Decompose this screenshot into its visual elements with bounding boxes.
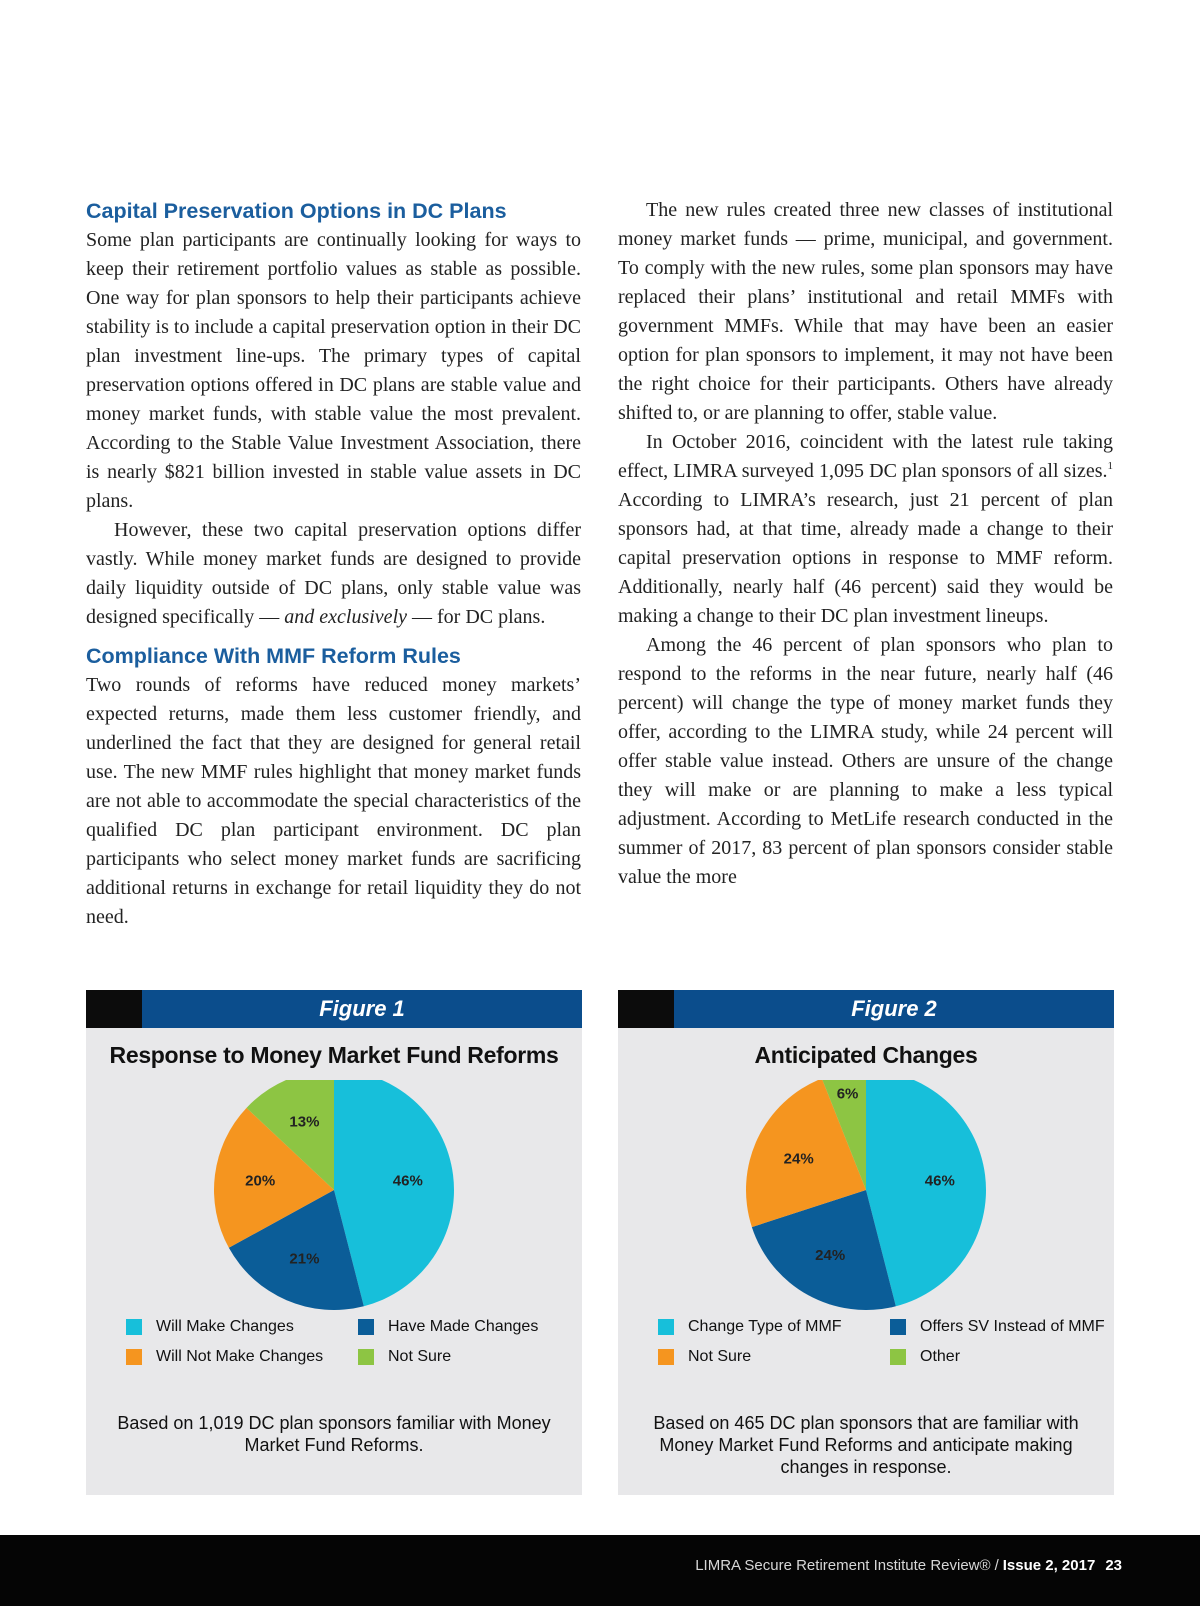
legend-swatch [658,1349,674,1365]
legend-swatch [890,1349,906,1365]
issue-label: Issue 2, 2017 [1002,1557,1096,1574]
paragraph: The new rules created three new classes of institutional money market funds — prime, municipal, and government. To comply with the new rules, some plan sponsors may have replaced their plans’ institutional and retail MMFs with government MMFs. While that may have been an easier option for plan sponsors to implement, it may not have been the right choice for their participants. Others have already shifted to, or are planning to offer, stable value. [618,199,1113,424]
emphasis-text: and exclusively [284,606,407,628]
figure-2 [618,990,1114,1495]
pie-data-label: 46% [924,1172,955,1190]
page-number: 23 [1105,1557,1122,1574]
legend-swatch [358,1349,374,1365]
chart-title: Response to Money Market Fund Reforms [109,1042,559,1068]
paragraph [86,516,581,632]
right-column [618,196,1113,892]
pie-data-label: 46% [392,1172,423,1190]
pie-chart [618,1080,1114,1310]
left-column [86,196,581,932]
pie-data-label: 24% [815,1247,846,1265]
legend-swatch [126,1349,142,1365]
legend-label: Not Sure [388,1348,452,1365]
chart-title: Anticipated Changes [754,1042,978,1068]
legend-label: Have Made Changes [388,1318,539,1335]
pie-data-label: 24% [783,1150,814,1168]
chart-legend [658,1317,1105,1381]
legend-label: Offers SV Instead of MMF [920,1318,1105,1335]
pie-data-label: 13% [289,1113,320,1131]
figure-header [618,990,1114,1028]
figure-header-block [86,990,142,1028]
figure-1 [86,990,582,1495]
legend-label: Will Make Changes [156,1318,294,1335]
page-footer [0,1535,1200,1606]
figure-header [86,990,582,1028]
figure-label: Figure 1 [142,990,582,1028]
figure-note: Based on 465 DC plan sponsors that are familiar with Money Market Fund Reforms and anticipate making changes in response. [653,1413,1079,1477]
figure-header-block [618,990,674,1028]
legend-label: Will Not Make Changes [156,1348,324,1365]
paragraph-text: In October 2016, coincident with the latest rule taking effect, LIMRA surveyed 1,095 DC plan sponsors of all sizes. [618,431,1113,482]
figure-label: Figure 2 [674,990,1114,1028]
footer-text [695,1557,1122,1574]
pie-chart [86,1080,582,1310]
pie-data-label: 6% [836,1085,859,1103]
publication-name: LIMRA Secure Retirement Institute Review® [695,1557,991,1574]
paragraph: Two rounds of reforms have reduced money markets’ expected returns, made them less customer friendly, and underlined the fact that they are designed for general retail use. The new MMF rules highlight that money market funds are not able to accommodate the special characteristics of the qualified DC plan participant environment. DC plan participants who select money market funds are sacrificing additional returns in exchange for retail liquidity they do not need. [86,674,581,928]
paragraph-text: According to LIMRA’s research, just 21 percent of plan sponsors had, at that time, already made a change to their capital preservation options in response to MMF reform. Additionally, nearly half (46 percent) said they would be making a change to their DC plan investment lineups. [618,489,1113,627]
figure-note: Based on 1,019 DC plan sponsors familiar with Money Market Fund Reforms. [117,1413,551,1455]
section-heading-capital-preservation: Capital Preservation Options in DC Plans [86,199,507,223]
pie-data-label: 20% [245,1172,276,1190]
legend-label: Change Type of MMF [688,1318,842,1335]
legend-swatch [658,1319,674,1335]
paragraph: Among the 46 percent of plan sponsors who plan to respond to the reforms in the near future, nearly half (46 percent) will change the type of money market funds they offer, according to the LIMRA study, while 24 percent will offer stable value instead. Others are unsure of the change they will make or are planning to make a less typical adjustment. According to MetLife research conducted in the summer of 2017, 83 percent of plan sponsors consider stable value the more [618,634,1113,888]
footnote-marker: 1 [1107,460,1113,472]
section-heading-compliance: Compliance With MMF Reform Rules [86,644,461,668]
legend-swatch [890,1319,906,1335]
paragraph: Some plan participants are continually looking for ways to keep their retirement portfolio values as stable as possible. One way for plan sponsors to help their participants achieve stability is to include a capital preservation option in their DC plan investment line-ups. The primary types of capital preservation options offered in DC plans are stable value and money market funds, with stable value the most prevalent. According to the Stable Value Investment Association, there is nearly $821 billion invested in stable value assets in DC plans. [86,229,581,512]
paragraph-text: However, these two capital preservation options differ vastly. While money market funds are designed to provide daily liquidity outside of DC plans, only stable value was designed specifically — [86,519,581,628]
paragraph-text: — for DC plans. [407,606,546,628]
chart-legend [126,1317,566,1381]
paragraph [618,428,1113,631]
legend-label: Not Sure [688,1348,752,1365]
legend-label: Other [920,1348,961,1365]
footer-separator: / [994,1557,999,1574]
legend-swatch [358,1319,374,1335]
legend-swatch [126,1319,142,1335]
pie-data-label: 21% [289,1250,320,1268]
